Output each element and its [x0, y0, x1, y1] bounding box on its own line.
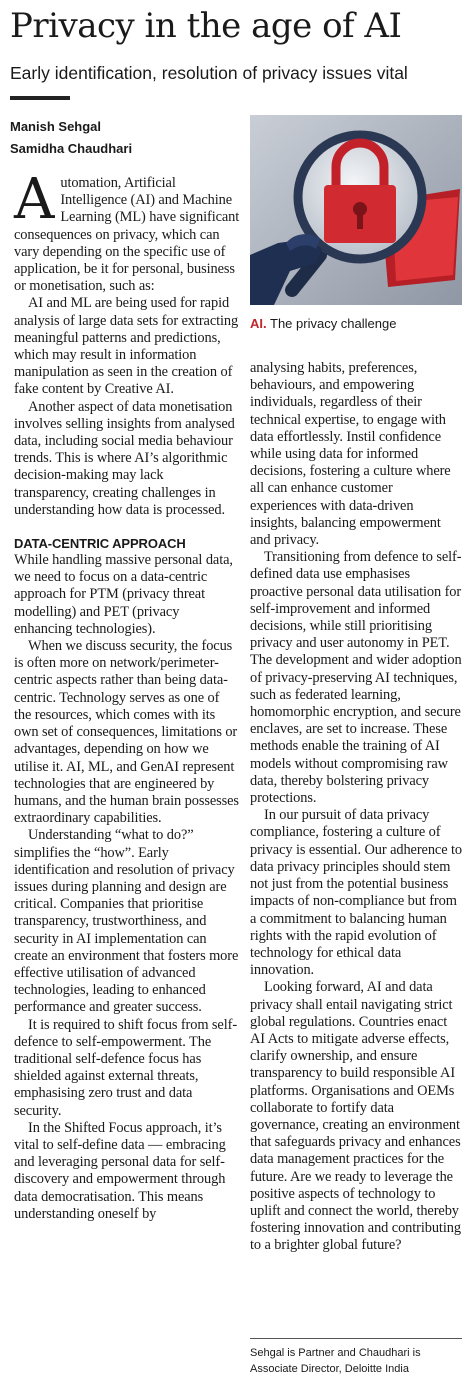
paragraph: When we discuss security, the focus is often more on network/perimeter-centric aspects rather than being data-centric. Technology serves as one of the resources, which comes with its own set of consequences, limitations or advantages, depending on how we utilise it. AI, ML, and GenAI represent technologies that are engineered by humans, and the human brain possesses extraordinary capabilities.: [14, 638, 239, 827]
author-name: Samidha Chaudhari: [10, 141, 133, 156]
deck: Early identification, resolution of privacy issues vital: [10, 63, 408, 83]
caption-label: AI.: [250, 316, 267, 331]
paragraph: It is required to shift focus from self-defence to self-empowerment. The traditional self-defence focus has shielded against external threats, emphasising zero trust and data security.: [14, 1016, 238, 1119]
intro-paragraph: Automation, Artificial Intelligence (AI) and Machine Learning (ML) have significant consequences on privacy, which can vary depending on the specific use of application, be it for personal, business or monetisation, such as:: [14, 167, 240, 295]
author-name: Manish Sehgal: [10, 119, 102, 134]
paragraph: Looking forward, AI and data privacy shall entail navigating strict global regulations. Countries enact AI Acts to mitigate adverse effects, clarify ownership, and ensure transparency to build responsible AI platforms. Organisations and OEMs collaborate to fortify data governance, creating an environment that safeguards privacy and enhances data management practices for the future. Are we ready to leverage the positive aspects of technology to uplift and connect the world, thereby fostering innovation and contributing to a brighter global future?: [250, 979, 461, 1254]
paragraph: AI and ML are being used for rapid analysis of large data sets for extracting meaningful patterns and predictions, which may result in information manipulation as seen in the creation of fake content by Creative AI.: [14, 295, 239, 398]
paragraph: In our pursuit of data privacy compliance, fostering a culture of privacy is essential. Our adherence to data privacy principles should stem not just from the potential business impacts of non-compliance but from a commitment to balancing human rights with the rapid evolution of technology for ethical data innovation.: [250, 807, 462, 979]
image-caption: [250, 315, 396, 333]
paragraph: Understanding “what to do?” simplifies the “how”. Early identification and resolution of privacy issues during planning and design are critical. Companies that prioritise transparency, trustworthiness, and security in AI implementation can create an environment that fosters more effective utilisation of advanced technologies, leading to enhanced performance and greater success.: [14, 827, 239, 1016]
paragraph: Another aspect of data monetisation involves selling insights from analysed data, including social media behaviour trends. This is where AI’s algorithmic decision-making may lack transparency, creating challenges in understanding how data is processed.: [14, 398, 235, 518]
paragraph: In the Shifted Focus approach, it’s vital to self-define data — embracing and leveraging personal data for self-discovery and empowerment through data democratisation. This means understanding oneself by: [14, 1119, 226, 1222]
paragraph: While handling massive personal data, we need to focus on a data-centric approach for PTM (privacy threat modelling) and PET (privacy enhancing technologies).: [14, 552, 233, 637]
caption-text: The privacy challenge: [266, 316, 397, 331]
section-subhead: DATA-CENTRIC APPROACH: [14, 536, 186, 552]
author-footnote: Sehgal is Partner and Chaudhari is Associate Director, Deloitte India: [250, 1347, 421, 1375]
article-column-1: [14, 167, 240, 1223]
drop-cap: A: [14, 167, 55, 232]
paragraph: analysing habits, preferences, behaviours, and empowering individuals, regardless of their technical expertise, to engage with data effortlessly. Instil confidence while using data for informed decisions, fostering a culture where all can enhance customer experiences with data-driven insights, balancing empowerment and privacy.: [250, 360, 451, 549]
headline: Privacy in the age of AI: [10, 6, 402, 46]
byline: [10, 116, 132, 160]
divider: [10, 96, 70, 100]
article-illustration: [250, 115, 462, 305]
paragraph: Transitioning from defence to self-defined data use emphasises proactive personal data utilisation for self-improvement and informed decisions, while still prioritising privacy and user autonomy in PET. The development and wider adoption of privacy-preserving AI techniques, such as federated learning, homomorphic encryption, and secure enclaves, are set to increase. These methods enable the training of AI models without compromising raw data, thereby bolstering privacy protections.: [250, 549, 462, 807]
article-column-2: [250, 360, 462, 1255]
footnote-divider: [250, 1338, 462, 1339]
